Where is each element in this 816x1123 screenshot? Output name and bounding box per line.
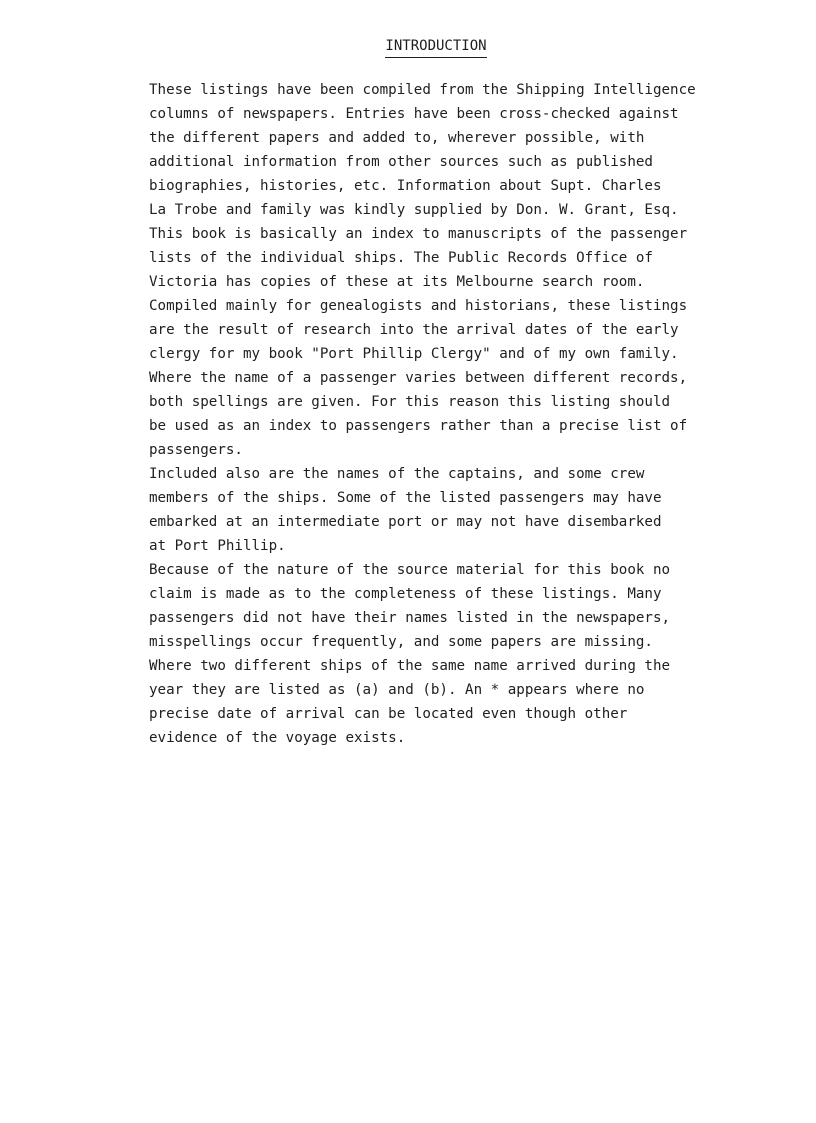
text-line: La Trobe and family was kindly supplied by Don. W. Grant, Esq. — [149, 202, 679, 218]
page-title — [0, 38, 816, 58]
text-line: claim is made as to the completeness of these listings. Many — [149, 586, 662, 602]
text-line: Because of the nature of the source material for this book no — [149, 562, 671, 578]
introduction-body — [149, 78, 809, 750]
text-line: members of the ships. Some of the listed passengers may have — [149, 490, 662, 506]
text-line: the different papers and added to, wherever possible, with — [149, 130, 645, 146]
text-line: passengers. — [149, 442, 243, 458]
text-line: both spellings are given. For this reason this listing should — [149, 394, 671, 410]
text-line: clergy for my book "Port Phillip Clergy" and of my own family. — [149, 346, 679, 362]
text-line: These listings have been compiled from the Shipping Intelligence — [149, 82, 696, 98]
text-line: are the result of research into the arrival dates of the early — [149, 322, 679, 338]
text-line: embarked at an intermediate port or may not have disembarked — [149, 514, 662, 530]
text-line: additional information from other sources such as published — [149, 154, 653, 170]
text-line: at Port Phillip. — [149, 538, 286, 554]
page-title-text: INTRODUCTION — [385, 38, 486, 58]
text-line: year they are listed as (a) and (b). An * appears where no — [149, 682, 645, 698]
text-line: misspellings occur frequently, and some papers are missing. — [149, 634, 653, 650]
text-line: Where two different ships of the same name arrived during the — [149, 658, 671, 674]
text-line: lists of the individual ships. The Public Records Office of — [149, 250, 653, 266]
text-line: be used as an index to passengers rather than a precise list of — [149, 418, 688, 434]
text-line: This book is basically an index to manuscripts of the passenger — [149, 226, 688, 242]
text-line: precise date of arrival can be located even though other — [149, 706, 628, 722]
text-line: biographies, histories, etc. Information about Supt. Charles — [149, 178, 662, 194]
text-line: Where the name of a passenger varies between different records, — [149, 370, 688, 386]
text-line: Victoria has copies of these at its Melbourne search room. — [149, 274, 645, 290]
text-line: Included also are the names of the captains, and some crew — [149, 466, 645, 482]
text-line: Compiled mainly for genealogists and historians, these listings — [149, 298, 688, 314]
text-line: passengers did not have their names listed in the newspapers, — [149, 610, 671, 626]
text-line: evidence of the voyage exists. — [149, 730, 406, 746]
text-line: columns of newspapers. Entries have been cross-checked against — [149, 106, 679, 122]
